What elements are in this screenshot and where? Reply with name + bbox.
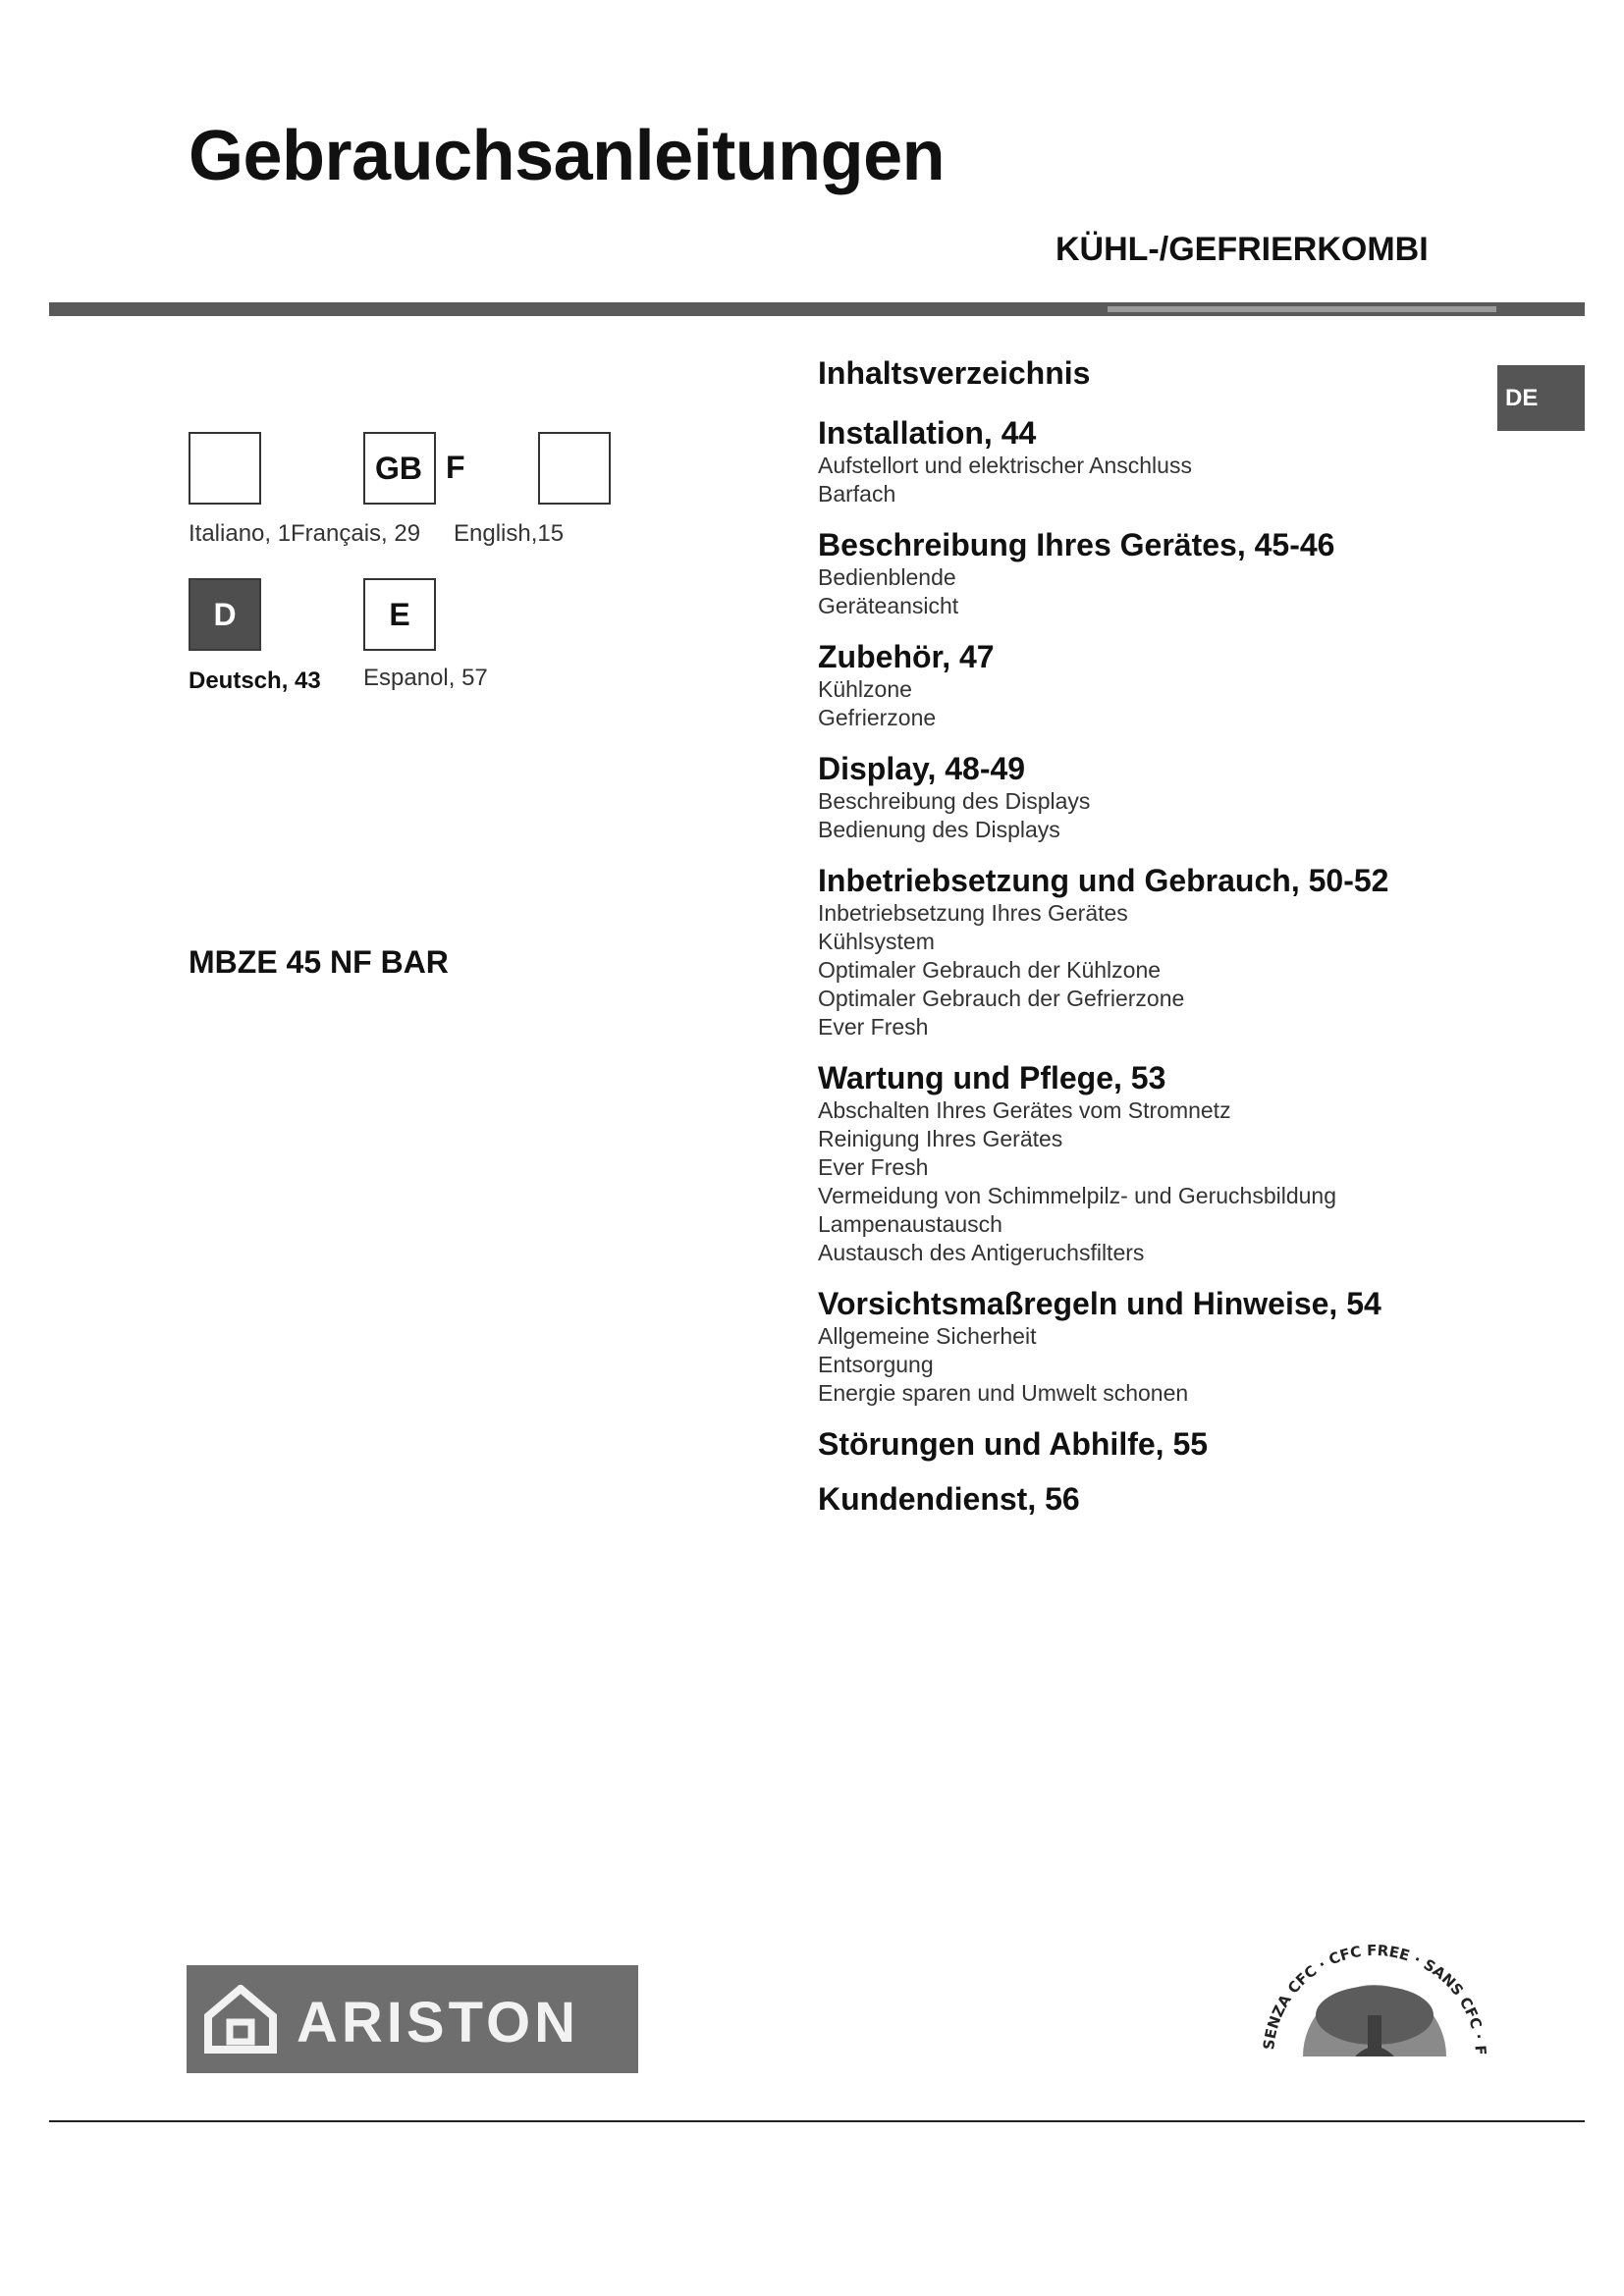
language-box-f-label: F	[446, 450, 465, 485]
toc-subitem: Abschalten Ihres Gerätes vom Stromnetz	[818, 1097, 1231, 1123]
toc-section	[818, 638, 1525, 732]
language-box-gb	[363, 432, 436, 505]
toc-section	[818, 1480, 1525, 1518]
toc-subitem: Optimaler Gebrauch der Kühlzone	[818, 957, 1162, 983]
language-box-english	[538, 432, 611, 505]
toc-subitem: Gefrierzone	[818, 705, 937, 730]
toc-subitem: Kühlzone	[818, 676, 912, 702]
ariston-logo	[187, 1965, 638, 2073]
toc-section-title: Inbetriebsetzung und Gebrauch, 50-52	[818, 863, 1389, 898]
toc-sections	[818, 414, 1525, 1518]
language-caption-francais: Français, 29	[291, 520, 421, 547]
toc-section-title: Kundendienst, 56	[818, 1481, 1080, 1517]
language-caption-deutsch: Deutsch, 43	[189, 667, 321, 694]
toc-subitem: Entsorgung	[818, 1352, 934, 1377]
toc-subitem: Austausch des Antigeruchsfilters	[818, 1240, 1145, 1265]
product-type-subtitle: KÜHL-/GEFRIERKOMBI	[1056, 231, 1429, 268]
toc-section	[818, 414, 1525, 508]
toc-subitem: Beschreibung des Displays	[818, 788, 1091, 814]
language-box-deutsch: D	[189, 578, 261, 651]
toc-subitem: Barfach	[818, 481, 896, 507]
table-of-contents	[818, 353, 1525, 1535]
toc-section-title: Beschreibung Ihres Gerätes, 45-46	[818, 527, 1335, 562]
language-caption-espanol: Espanol, 57	[363, 665, 488, 691]
toc-section-title: Zubehör, 47	[818, 639, 995, 674]
toc-section-title: Störungen und Abhilfe, 55	[818, 1426, 1209, 1462]
document-title: Gebrauchsanleitungen	[189, 117, 946, 195]
language-box-divider	[434, 432, 436, 505]
toc-subitem: Reinigung Ihres Gerätes	[818, 1126, 1063, 1151]
footer-divider	[49, 2120, 1585, 2122]
toc-section	[818, 862, 1525, 1041]
cfc-free-badge	[1252, 1899, 1497, 2091]
toc-section	[818, 1059, 1525, 1267]
toc-subitem: Lampenaustausch	[818, 1211, 1002, 1237]
toc-subitem: Geräteansicht	[818, 593, 959, 618]
toc-section-title: Vorsichtsmaßregeln und Hinweise, 54	[818, 1286, 1381, 1321]
language-box-gb-label: GB	[375, 450, 422, 486]
toc-subitem: Energie sparen und Umwelt schonen	[818, 1380, 1189, 1406]
toc-section	[818, 526, 1525, 620]
toc-subitem: Bedienung des Displays	[818, 817, 1060, 842]
toc-subitem: Vermeidung von Schimmelpilz- und Geruchsbildung	[818, 1183, 1337, 1208]
toc-section	[818, 1285, 1525, 1408]
toc-subitem: Ever Fresh	[818, 1154, 929, 1180]
language-box-espanol: E	[363, 578, 436, 651]
toc-subitem: Inbetriebsetzung Ihres Gerätes	[818, 900, 1128, 926]
brand-name: ARISTON	[297, 1991, 579, 2055]
toc-section	[818, 750, 1525, 844]
toc-subitem: Ever Fresh	[818, 1014, 929, 1040]
toc-subitem: Aufstellort und elektrischer Anschluss	[818, 453, 1192, 478]
toc-section	[818, 1425, 1525, 1463]
tree-icon	[1252, 1899, 1497, 2086]
header-divider-shade	[1108, 306, 1496, 312]
toc-section-title: Installation, 44	[818, 415, 1037, 451]
model-number: MBZE 45 NF BAR	[189, 944, 449, 980]
toc-section-title: Wartung und Pflege, 53	[818, 1060, 1166, 1095]
language-box-italiano	[189, 432, 261, 505]
toc-subitem: Optimaler Gebrauch der Gefrierzone	[818, 986, 1185, 1011]
language-caption-italiano: Italiano, 1	[189, 520, 292, 547]
language-caption-english: English,15	[454, 520, 565, 547]
house-icon	[204, 1985, 277, 2054]
toc-subitem: Bedienblende	[818, 564, 956, 590]
toc-subitem: Kühlsystem	[818, 929, 935, 954]
toc-subitem: Allgemeine Sicherheit	[818, 1323, 1037, 1349]
toc-heading: Inhaltsverzeichnis	[818, 355, 1091, 391]
cfc-badge-text: SENZA CFC · CFC FREE · SANS CFC · F	[1260, 1941, 1490, 2056]
toc-section-title: Display, 48-49	[818, 751, 1026, 786]
language-tab: DE	[1497, 365, 1585, 431]
